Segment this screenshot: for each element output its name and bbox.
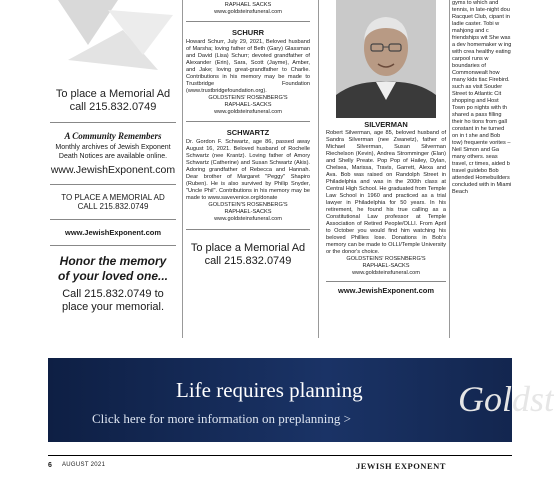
divider xyxy=(186,121,310,122)
memorial-ad-box xyxy=(186,242,310,268)
preplanning-banner-ad[interactable] xyxy=(48,358,554,442)
ad-body: Monthly archives of Jewish Exponent xyxy=(55,144,171,151)
obituary-text: Dr. Gordon F. Schwartz, age 86, passed away August 16, 2021. Beloved husband of Rochelle Schwartz (nee Krantz). Loving father of Amory Schwartz (Catherine) and Susan Schwartz (Akis). Adoring grandfather of Rebecca and Hannah. Dear brother of Margaret "Peggy" Shapiro (Ruben). He is also survived by Philip Snyder, "Uncle Phil". Contributions in his memory may be made to www.savevenice.org/donate xyxy=(186,139,310,201)
funeral-home-signature: RAPHAEL-SACKS xyxy=(362,263,410,269)
funeral-home-signature: GOLDSTEINS' ROSENBERG'S xyxy=(346,256,426,262)
obituary-column xyxy=(186,0,310,268)
column-divider xyxy=(182,0,183,338)
community-remembers-ad xyxy=(48,131,178,176)
honor-memory-ad xyxy=(48,254,178,314)
obituary-text: Robert Silverman, age 85, beloved husband of Sandra Silverman (nee Zwanetz), father of Michael Silverman, Susan Silverman Riechelson (Kevin), Andrea Stromminger (Elan) and Shelly Preate. Pop Pop of Hailey, Dylan, Chelsea, Marissa, Travis, Garrett, Alexa and Ava. Bob was raised on Randolph Street in Philadelphia and was in the 200th class at Central High School. He graduated from Temple Law School in 1960 and practiced as a trial lawyer in Philadelphia for 50 years. In his retirement, he found his true calling as a Constitutional Law professor at Temple Association of Retired People/OLLI. From April to October you would find him watching his beloved Phillies lose. Donations in Bob's memory can be made to OLLI/Temple University or the donor's choice. xyxy=(326,130,446,255)
ad-body: Call 215.832.0749 to xyxy=(62,288,164,300)
funeral-home-url: www.goldsteinsfuneral.com xyxy=(214,216,282,222)
ad-title: A Community Remembers xyxy=(64,131,162,141)
obituary-column xyxy=(326,0,446,295)
page-number: 6 xyxy=(48,462,52,469)
divider xyxy=(50,184,176,185)
divider xyxy=(50,122,176,123)
funeral-home-signature: RAPHAEL-SACKS xyxy=(224,102,272,108)
article-text: gyms to which and tennis, in late-night dou Racquet Club, cipant in ladie caster. Tobi w mahjong and c friendships wit She was a dev homemaker w ing with crea healthy eating carpool runs w boundaries of Commonwealt how many kids tiac Firebird. such as visit Souder Street to Atlantic Cit shopping and Host Town po nights with th shared a pass filling their ho tions from gall constant in he turned on in t she and Bob tow) frequente vorites – Neil Simon and Ga many others. seas travel, cr times, aided b travel guidebo Bob attended Homebuilders concluded with in Miami Beach xyxy=(452,0,512,195)
obituary-name: SCHURR xyxy=(231,28,265,37)
funeral-home-signature: GOLDSTEIN'S ROSENBERG'S xyxy=(208,202,288,208)
ad-body: place your memorial. xyxy=(61,301,165,313)
exponent-link[interactable]: www.JewishExponent.com xyxy=(50,164,176,176)
funeral-home-signature: GOLDSTEINS' ROSENBERG'S xyxy=(208,95,288,101)
divider xyxy=(50,219,176,220)
article-fragment xyxy=(452,0,512,196)
banner-headline: Life requires planning xyxy=(176,378,363,402)
funeral-home-url: www.goldsteinsfuneral.com xyxy=(352,270,420,276)
issue-date: AUGUST 2021 xyxy=(62,462,106,468)
obituary-name: SCHWARTZ xyxy=(226,128,270,137)
ad-body: Death Notices are available online. xyxy=(58,153,168,160)
portrait-icon xyxy=(336,0,436,118)
ad-line: TO PLACE A MEMORIAL AD xyxy=(61,193,165,202)
funeral-home-signature: RAPHAEL SACKS xyxy=(224,2,272,8)
obituary-name: SILVERMAN xyxy=(364,120,408,129)
funeral-home-url: www.goldsteinsfuneral.com xyxy=(214,109,282,115)
ad-phone: call 215.832.0749 xyxy=(204,255,292,267)
ad-line: To place a Memorial Ad xyxy=(55,88,171,100)
ad-phone: CALL 215.832.0749 xyxy=(77,202,149,211)
goldsteins-logo: Goldst xyxy=(458,379,554,419)
exponent-link[interactable]: www.JewishExponent.com xyxy=(65,228,161,237)
publication-name: JEWISH EXPONENT xyxy=(356,461,446,471)
ad-title: Honor the memory xyxy=(59,254,167,268)
obituary-schurr xyxy=(186,28,310,116)
memorial-ad-box xyxy=(48,88,178,114)
exponent-link[interactable]: www.JewishExponent.com xyxy=(326,281,446,295)
funeral-home-signature: RAPHAEL-SACKS xyxy=(224,209,272,215)
ad-title: of your loved one... xyxy=(57,269,168,283)
obituary-silverman xyxy=(326,120,446,277)
divider xyxy=(186,229,310,230)
funeral-home-url: www.goldsteinsfuneral.com xyxy=(214,9,282,15)
ad-line: To place a Memorial Ad xyxy=(190,242,306,254)
divider xyxy=(186,21,310,22)
obituary-schwartz xyxy=(186,128,310,223)
divider xyxy=(50,245,176,246)
column-divider xyxy=(318,0,319,338)
ad-phone: call 215.832.0749 xyxy=(69,101,157,113)
page-footer xyxy=(48,455,512,471)
star-of-david-icon xyxy=(48,0,178,80)
preplanning-link[interactable]: Click here for more information on preplanning > xyxy=(92,411,351,426)
memorial-ad-box xyxy=(48,193,178,211)
portrait-photo xyxy=(336,0,436,118)
obituary-text: Howard Schurr, July 29, 2021, Beloved husband of Marsha; loving father of Beth (Gary) Glassman and David (Lisa) Schurr; devoted grandfather of Alexander (Erin), Sara, Scott (Jayme), Amber, and Jake; loving great-grandfather to Charlie. Contributions in his memory may be made to Trustbridge Foundation (www.trustbridgefoundation.org). xyxy=(186,39,310,94)
column-divider xyxy=(449,0,450,338)
star-of-david-graphic xyxy=(48,0,178,80)
memorial-ads-column xyxy=(48,0,178,314)
